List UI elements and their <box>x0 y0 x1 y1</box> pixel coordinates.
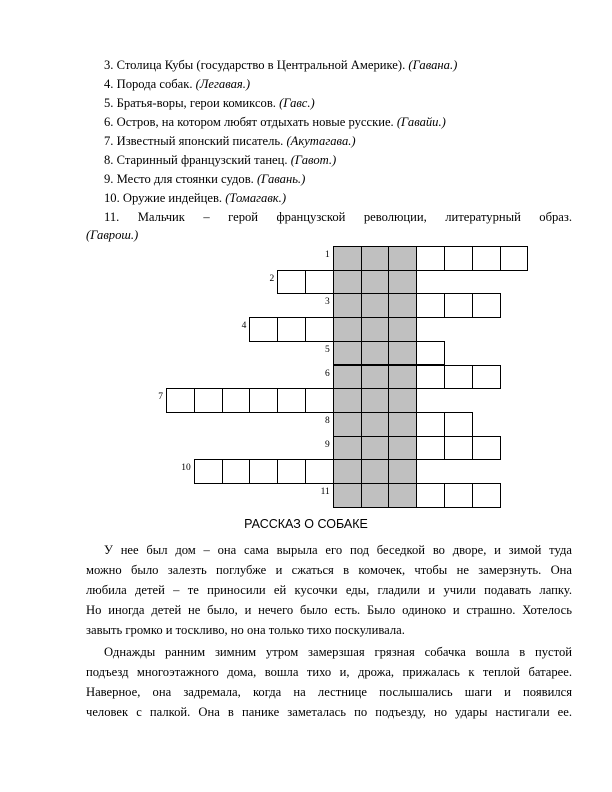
crossword-cell <box>500 246 529 271</box>
crossword-cell <box>194 388 223 413</box>
crossword-number-10: 10 <box>181 463 191 474</box>
clue-text: 4. Порода собак. <box>104 77 196 91</box>
story-paragraph-2 <box>86 642 572 722</box>
crossword-cell <box>277 317 306 342</box>
clue-text: 6. Остров, на котором любят отдыхать новые русские. <box>104 115 397 129</box>
crossword-cell <box>305 459 334 484</box>
crossword-cell <box>361 341 390 366</box>
clue-3 <box>104 57 457 73</box>
crossword-cell <box>333 436 362 461</box>
crossword-cell <box>444 436 473 461</box>
crossword-cell <box>333 270 362 295</box>
crossword-cell <box>388 270 417 295</box>
story-paragraph-1 <box>86 540 572 640</box>
crossword-cell <box>361 412 390 437</box>
crossword-cell <box>416 365 445 390</box>
crossword-cell <box>416 483 445 508</box>
crossword-cell <box>388 436 417 461</box>
clue-answer: (Легавая.) <box>195 77 251 91</box>
clue-text: 7. Известный японский писатель. <box>104 134 287 148</box>
text-line: подъезд многоэтажного дома, вошла тихо и, дрожа, прижалась к теплой батарее. <box>86 665 572 679</box>
crossword-cell <box>277 459 306 484</box>
clue-5 <box>104 95 315 111</box>
crossword-number-9: 9 <box>325 439 330 450</box>
clue-11 <box>86 208 572 244</box>
crossword-cell <box>333 412 362 437</box>
clue-word: 11. <box>104 210 120 224</box>
clue-word: герой <box>228 210 259 224</box>
clue-word: революции, <box>363 210 427 224</box>
clue-text: 5. Братья-воры, герои комиксов. <box>104 96 280 110</box>
crossword-number-5: 5 <box>325 344 330 355</box>
crossword-cell <box>194 459 223 484</box>
crossword-cell <box>222 388 251 413</box>
clue-11-line <box>86 208 572 226</box>
crossword-cell <box>388 388 417 413</box>
crossword-cell <box>333 365 362 390</box>
clue-8 <box>104 152 336 168</box>
clue-answer: (Гавайи.) <box>396 115 446 129</box>
crossword-number-3: 3 <box>325 297 330 308</box>
clue-text: 8. Старинный французский танец. <box>104 153 291 167</box>
crossword-cell <box>361 459 390 484</box>
clue-word: – <box>203 210 210 224</box>
clue-answer: (Акутагава.) <box>286 134 356 148</box>
crossword-cell <box>249 459 278 484</box>
clue-text: 9. Место для стоянки судов. <box>104 172 257 186</box>
crossword-cell <box>361 270 390 295</box>
text-line: можно было залезть поглубже и сжаться в комочек, чтобы не замерзнуть. Она <box>86 563 572 577</box>
crossword-cell <box>305 388 334 413</box>
crossword-cell <box>388 483 417 508</box>
crossword-cell <box>388 317 417 342</box>
clue-word: образ. <box>539 210 572 224</box>
crossword-cell <box>444 483 473 508</box>
crossword-cell <box>472 365 501 390</box>
crossword-cell <box>388 459 417 484</box>
clue-answer: (Гавань.) <box>256 172 306 186</box>
clue-word: французской <box>276 210 346 224</box>
crossword-cell <box>472 246 501 271</box>
crossword-number-2: 2 <box>269 273 275 284</box>
clue-text: 10. Оружие индейцев. <box>104 191 226 205</box>
crossword-cell <box>222 459 251 484</box>
crossword-cell <box>333 483 362 508</box>
clue-text: 3. Столица Кубы (государство в Центральной Америке). <box>104 58 409 72</box>
crossword-cell <box>277 270 306 295</box>
crossword-cell <box>333 317 362 342</box>
crossword-cell <box>361 365 390 390</box>
crossword-cell <box>333 388 362 413</box>
crossword-cell <box>249 388 278 413</box>
crossword-cell <box>472 483 501 508</box>
clue-4 <box>104 76 250 92</box>
text-line: Однажды ранним зимним утром замерзшая грязная собачка вошла в пустой <box>104 645 572 659</box>
text-line: человек с палкой. Она в панике заметалась по подъезду, но удары настигали ее. <box>86 705 572 719</box>
crossword-cell <box>444 365 473 390</box>
text-line: любила детей – те приносили ей кусочки еды, гладили и учили подавать лапку. <box>86 583 572 597</box>
crossword-cell <box>361 483 390 508</box>
crossword-cell <box>249 317 278 342</box>
text-line: У нее был дом – она сама вырыла его под беседкой во дворе, и зимой туда <box>104 543 572 557</box>
text-line: Но иногда детей не было, и нечего было есть. Было одиноко и страшно. Хотелось <box>86 603 572 617</box>
clue-answer: (Гавана.) <box>408 58 458 72</box>
crossword-cell <box>472 436 501 461</box>
clue-word: Мальчик <box>137 210 185 224</box>
story-title: РАССКАЗ О СОБАКЕ <box>244 517 368 531</box>
crossword-cell <box>416 341 445 366</box>
crossword-cell <box>416 293 445 318</box>
crossword-cell <box>333 341 362 366</box>
crossword-number-8: 8 <box>325 415 330 426</box>
crossword-number-11: 11 <box>320 487 330 497</box>
crossword-cell <box>277 388 306 413</box>
crossword-cell <box>333 293 362 318</box>
clue-6 <box>104 114 446 130</box>
crossword-cell <box>444 412 473 437</box>
crossword-cell <box>388 246 417 271</box>
crossword-cell <box>361 317 390 342</box>
clue-7 <box>104 133 356 149</box>
crossword-cell <box>361 388 390 413</box>
crossword-cell <box>416 436 445 461</box>
crossword-cell <box>333 246 362 271</box>
clue-word: литературный <box>445 210 521 224</box>
clue-answer: (Гавот.) <box>290 153 337 167</box>
clue-answer: (Томагавк.) <box>225 191 287 205</box>
crossword-cell <box>333 459 362 484</box>
clue-10 <box>104 190 286 206</box>
crossword-number-6: 6 <box>325 368 330 379</box>
crossword-cell <box>388 341 417 366</box>
crossword-cell <box>305 317 334 342</box>
crossword-cell <box>416 412 445 437</box>
crossword-cell <box>361 293 390 318</box>
text-line: завыть громко и тоскливо, но она только тихо поскуливала. <box>86 623 405 637</box>
crossword-cell <box>166 388 195 413</box>
clue-9 <box>104 171 305 187</box>
crossword-number-1: 1 <box>325 250 330 260</box>
crossword-cell <box>444 293 473 318</box>
text-line: Наверное, она задремала, когда на лестнице послышались шаги и появился <box>86 685 572 699</box>
crossword-cell <box>361 436 390 461</box>
crossword-cell <box>472 293 501 318</box>
crossword-cell <box>388 412 417 437</box>
crossword-cell <box>305 270 334 295</box>
crossword-cell <box>444 246 473 271</box>
crossword-number-4: 4 <box>241 321 247 332</box>
clue-answer: (Гаврош.) <box>86 228 139 242</box>
crossword-cell <box>388 365 417 390</box>
crossword-number-7: 7 <box>158 392 163 403</box>
crossword-cell <box>361 246 390 271</box>
crossword-cell <box>416 246 445 271</box>
clue-answer: (Гавс.) <box>279 96 315 110</box>
crossword-cell <box>388 293 417 318</box>
